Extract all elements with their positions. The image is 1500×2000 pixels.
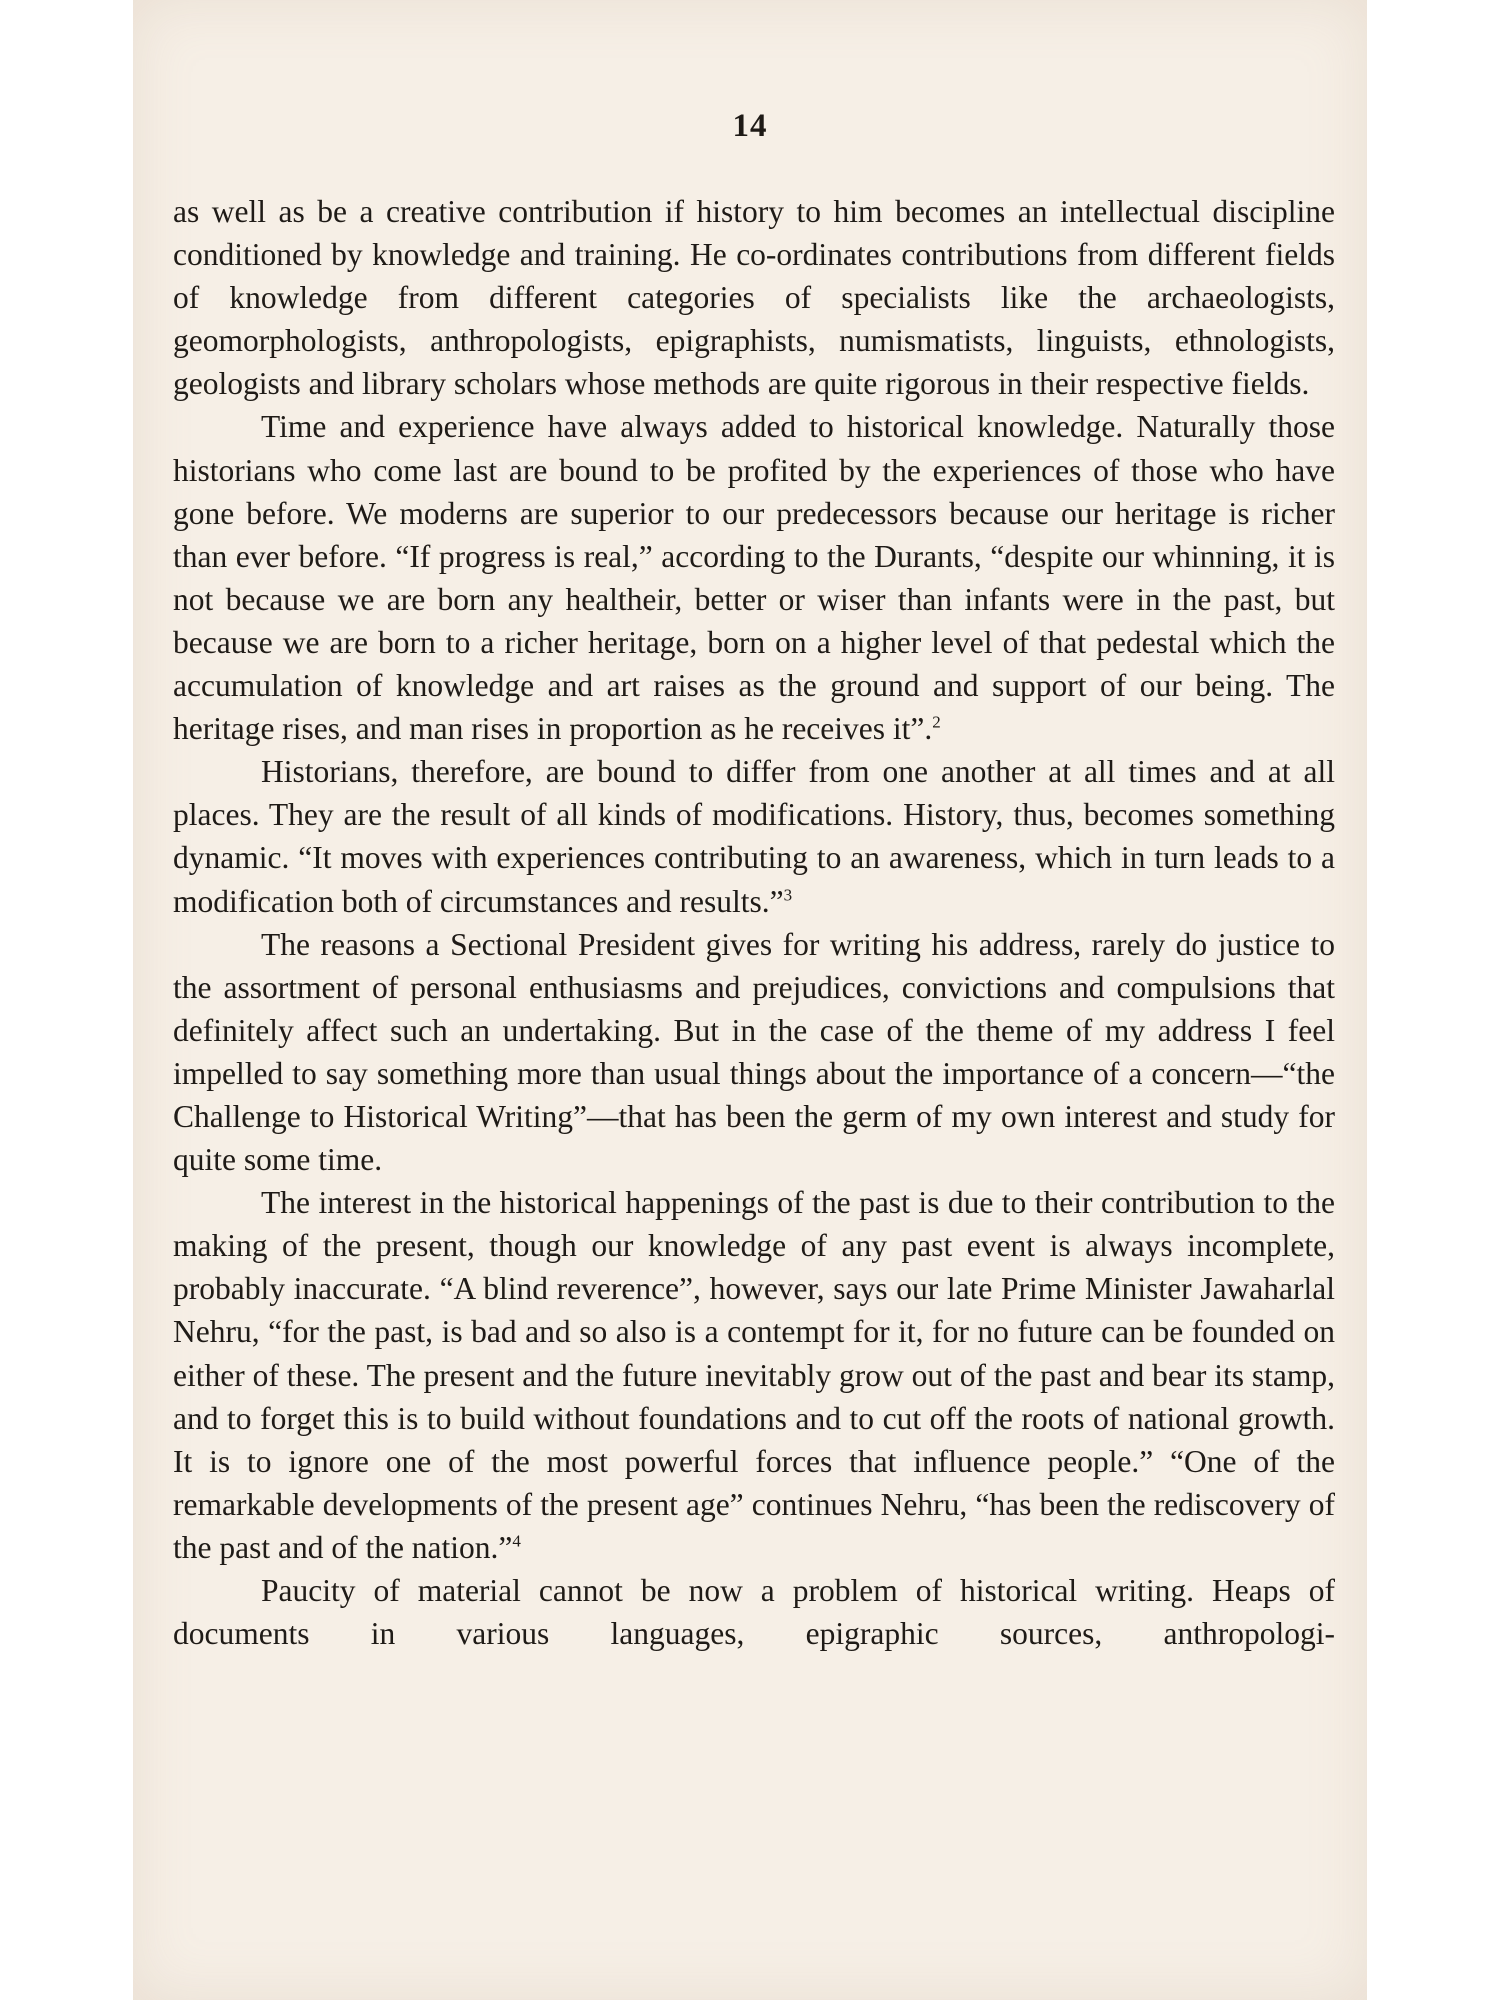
paragraph-text: as well as be a creative contribution if history to him becomes an intellectual discipline conditioned by knowledge and training. He co-ordinates contributions from different fields of knowledge from different categories of specialists like the archaeologists, geomorphologists, anthropologists, epigraphists, numismatists, linguists, ethnologists, geologists and library scholars whose methods are quite rigorous in their respective fields. [173, 194, 1335, 402]
footnote-marker: 2 [932, 712, 941, 732]
footnote-marker: 4 [512, 1531, 521, 1551]
paragraph-5 [173, 1181, 1335, 1569]
paragraph-6 [173, 1569, 1335, 1655]
paragraph-1 [173, 190, 1335, 405]
page-number: 14 [732, 108, 768, 144]
body-text [173, 190, 1335, 1655]
footnote-marker: 3 [783, 885, 793, 904]
paragraph-4 [173, 923, 1335, 1182]
paragraph-text: Historians, therefore, are bound to differ from one another at all times and at all places. They are the result of all kinds of modifications. History, thus, becomes something dynamic. “It moves with experiences contributing to an awareness, which in turn leads to a modification both of circumstances and results.” [173, 754, 1335, 919]
paragraph-3 [173, 750, 1335, 922]
paragraph-text: Time and experience have always added to historical knowledge. Naturally those historians who come last are bound to be profited by the experiences of those who have gone before. We moderns are superior to our predecessors because our heritage is richer than ever before. “If progress is real,” according to the Durants, “despite our whinning, it is not because we are born any healtheir, better or wiser than infants were in the past, but because we are born to a richer heritage, born on a higher level of that pedestal which the accumulation of knowledge and art raises as the ground and support of our being. The heritage rises, and man rises in proportion as he receives it”. [173, 409, 1335, 747]
paragraph-2 [173, 405, 1335, 750]
paragraph-text: Paucity of material cannot be now a problem of historical writing. Heaps of documents in various languages, epigraphic sources, anthropologi- [173, 1573, 1335, 1652]
paragraph-text: The reasons a Sectional President gives for writing his address, rarely do justice to the assortment of personal enthusiasms and prejudices, convictions and compulsions that definitely affect such an undertaking. But in the case of the theme of my address I feel impelled to say something more than usual things about the importance of a concern—“the Challenge to Historical Writing”—that has been the germ of my own interest and study for quite some time. [173, 926, 1335, 1178]
book-page [133, 0, 1367, 2000]
paragraph-text: The interest in the historical happenings of the past is due to their contribution to the making of the present, though our knowledge of any past event is always incomplete, probably inaccurate. “A blind reverence”, however, says our late Prime Minister Jawaharlal Nehru, “for the past, is bad and so also is a contempt for it, for no future can be founded on either of these. The present and the future inevitably grow out of the past and bear its stamp, and to forget this is to build without foundations and to cut off the roots of national growth. It is to ignore one of the most powerful forces that influence people.” “One of the remarkable developments of the present age” continues Nehru, “has been the rediscovery of the past and of the nation.” [173, 1185, 1335, 1565]
